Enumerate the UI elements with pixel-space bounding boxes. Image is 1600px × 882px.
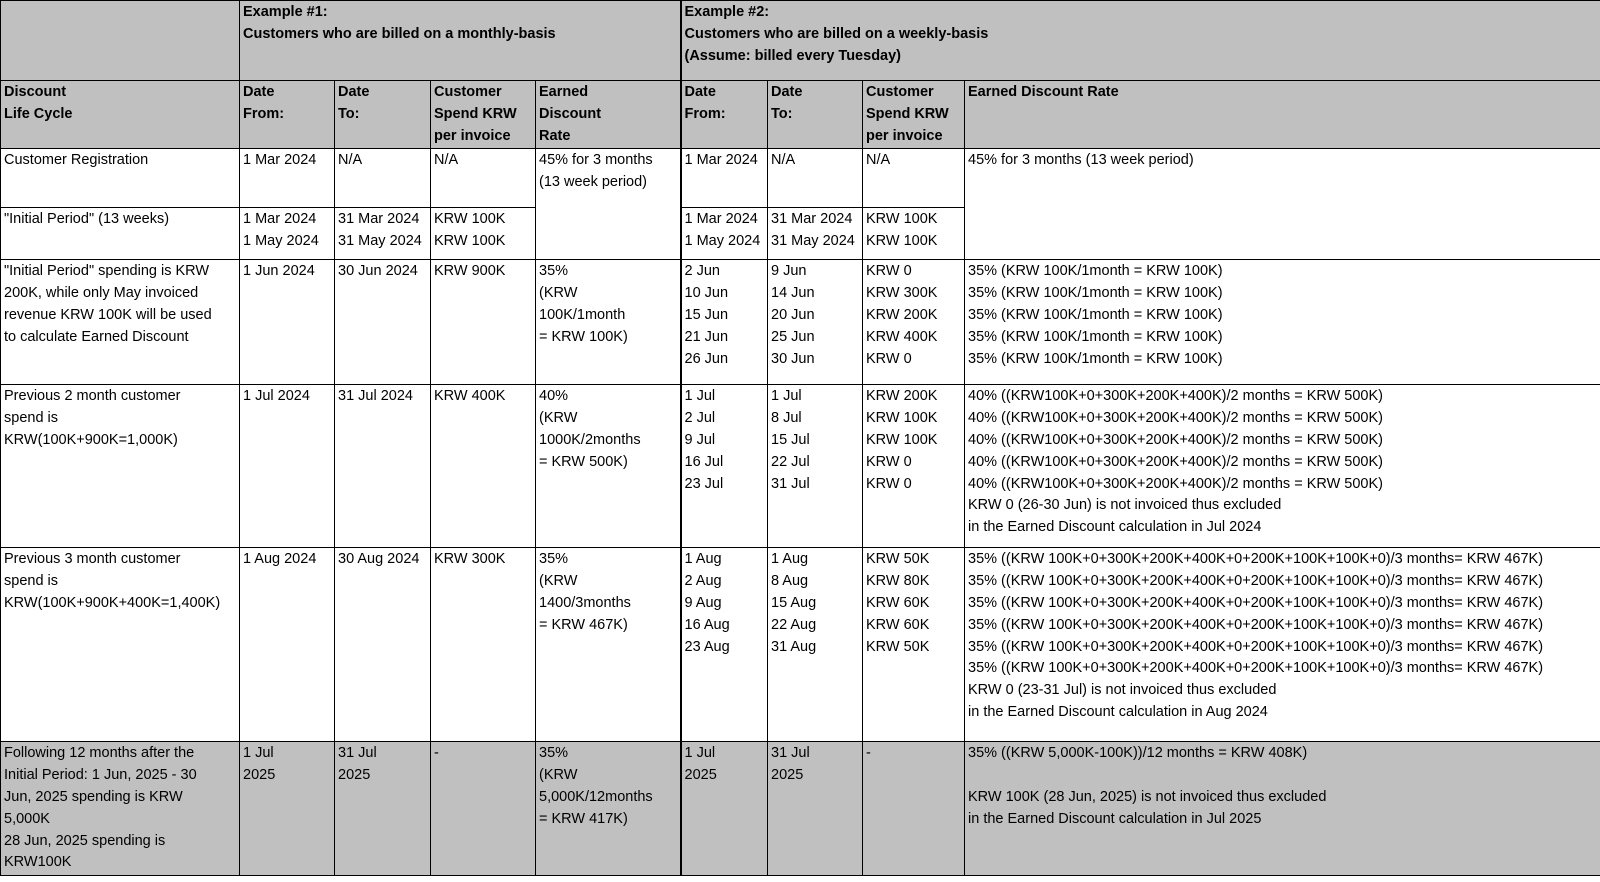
cell [536, 548, 681, 742]
cell-line: 35% ((KRW 100K+0+300K+200K+400K+0+200K+100K+100K+0)/3 months= KRW 467K) [968, 594, 1544, 611]
cell-line: 100K/1month [539, 306, 626, 323]
cell-rate-45-monthly [536, 149, 681, 260]
cell-line: 1 Jun 2024 [243, 263, 315, 280]
cell-line: 8 Aug [771, 573, 809, 590]
cell [431, 208, 536, 260]
cell-line: Customer [434, 84, 502, 100]
cell-line: 31 May 2024 [338, 233, 422, 250]
cell-line: revenue KRW 100K will be used [4, 306, 212, 323]
cell-line: 2 Jul [684, 410, 716, 427]
cell-line: = KRW 417K) [539, 810, 628, 827]
cell-line: - [434, 745, 439, 762]
cell-line: 2025 [338, 767, 371, 784]
cell-line: 15 Jul [771, 431, 810, 448]
cell-line: KRW 0 [866, 475, 912, 492]
cell-line: 31 Jul [771, 745, 810, 762]
cell-line: 40% ((KRW100K+0+300K+200K+400K)/2 months = KRW 500K) [968, 453, 1383, 470]
cell-text: "Initial Period" (13 weeks) [4, 211, 170, 228]
cell [335, 260, 431, 385]
cell-line: 21 Jun [684, 328, 729, 345]
cell-line: KRW 0 [866, 453, 912, 470]
cell-line: KRW 100K [434, 211, 506, 228]
cell-line: in the Earned Discount calculation in Jul 2024 [968, 519, 1262, 536]
cell-line: 1 Jul 2024 [243, 388, 310, 405]
cell [768, 260, 863, 385]
col-ex2-rate [965, 81, 1600, 149]
cell-line: 20 Jun [771, 306, 815, 323]
cell-line: in the Earned Discount calculation in Jul 2025 [968, 810, 1262, 827]
cell [863, 149, 965, 208]
cell-line: KRW100K [4, 854, 72, 871]
cell-line: 1 Jul [684, 745, 716, 762]
cell [431, 548, 536, 742]
cell [240, 742, 335, 876]
cell-line: KRW 80K [866, 573, 930, 590]
cell-line: From: [684, 105, 726, 122]
cell-line: 2025 [771, 767, 804, 784]
cell-line: 40% ((KRW100K+0+300K+200K+400K)/2 months = KRW 500K) [968, 431, 1383, 448]
cell-line: 1 Mar 2024 [243, 152, 317, 169]
col-ex1-date-from [240, 81, 335, 149]
cell-line: 1 Aug [771, 551, 809, 568]
cell-line: N/A [338, 152, 363, 169]
cell-line: KRW 0 (23-31 Jul) is not invoiced thus excluded [968, 682, 1277, 699]
cell-line: 35% ((KRW 100K+0+300K+200K+400K+0+200K+100K+100K+0)/3 months= KRW 467K) [968, 616, 1544, 633]
cell-line: KRW 100K (28 Jun, 2025) is not invoiced thus excluded [968, 788, 1327, 805]
cell [965, 548, 1600, 742]
cell [681, 208, 768, 260]
cell-line: 31 Jul [771, 475, 810, 492]
cell-line: 9 Jun [771, 263, 807, 280]
cell-line: Customers who are billed on a weekly-basis [684, 25, 989, 42]
cell-line: 31 Jul 2024 [338, 388, 413, 405]
cell-line: KRW 50K [866, 551, 930, 568]
cell-text: Customer Registration [4, 152, 149, 169]
cell-line: 15 Aug [771, 594, 817, 611]
cell-line: 15 Jun [684, 306, 729, 323]
cell-line: 35% [539, 263, 569, 280]
cell-line: 1 Mar 2024 [684, 211, 758, 228]
cell-line: 35% (KRW 100K/1month = KRW 100K) [968, 306, 1223, 323]
cell-line: (KRW [539, 410, 578, 427]
cell-line: KRW 400K [434, 388, 506, 405]
cell-line: 2 Jun [684, 263, 720, 280]
cell-line: KRW 100K [866, 233, 938, 250]
cell-line: 26 Jun [684, 350, 729, 367]
row-label-initial [1, 208, 240, 260]
cell [240, 260, 335, 385]
row-label-jul [1, 385, 240, 548]
header-blank-cell [1, 1, 240, 81]
cell-line: Example #2: [684, 4, 770, 20]
col-ex2-spend [863, 81, 965, 149]
cell-line: KRW 50K [866, 638, 930, 655]
cell-line: KRW 60K [866, 594, 930, 611]
cell-line: spend is [4, 573, 59, 590]
cell [681, 149, 768, 208]
cell-line: 2 Aug [684, 573, 722, 590]
col-lifecycle [1, 81, 240, 149]
cell [863, 742, 965, 876]
cell-line: Spend KRW [866, 105, 949, 122]
cell-line [968, 765, 1597, 787]
cell-line: KRW 200K [866, 306, 938, 323]
cell-line: KRW 100K [866, 431, 938, 448]
cell-line: per invoice [434, 127, 511, 144]
example1-header [240, 1, 681, 81]
cell-line: N/A [434, 152, 459, 169]
cell-line: - [866, 745, 871, 762]
cell [240, 385, 335, 548]
cell-line: 35% (KRW 100K/1month = KRW 100K) [968, 350, 1223, 367]
cell-line: KRW 0 [866, 350, 912, 367]
cell-line: 31 Mar 2024 [771, 211, 853, 228]
cell-line: KRW 400K [866, 328, 938, 345]
cell-line: Previous 2 month customer [4, 388, 181, 405]
row-label-jun [1, 260, 240, 385]
cell [335, 385, 431, 548]
cell-line: 45% for 3 months [539, 152, 653, 169]
cell-line: 14 Jun [771, 285, 815, 302]
cell [335, 742, 431, 876]
cell [681, 548, 768, 742]
cell-line: KRW(100K+900K+400K=1,400K) [4, 594, 221, 611]
cell-line: Jun, 2025 spending is KRW [4, 788, 183, 805]
cell-line: 22 Aug [771, 616, 817, 633]
cell-line: Rate [539, 127, 571, 144]
cell-line: Customers who are billed on a monthly-basis [243, 25, 556, 42]
cell-line: 31 May 2024 [771, 233, 855, 250]
cell-line: 22 Jul [771, 453, 810, 470]
cell-line: 35% ((KRW 5,000K-100K))/12 months = KRW 408K) [968, 745, 1308, 762]
cell-line: KRW 300K [434, 551, 506, 568]
cell-line: to calculate Earned Discount [4, 328, 189, 345]
cell [536, 742, 681, 876]
cell [768, 385, 863, 548]
cell-line: Date [338, 84, 370, 100]
cell-line: 40% [539, 388, 569, 405]
cell-line: 1 Mar 2024 [684, 152, 758, 169]
col-ex2-date-from [681, 81, 768, 149]
cell-line: 35% ((KRW 100K+0+300K+200K+400K+0+200K+100K+100K+0)/3 months= KRW 467K) [968, 638, 1544, 655]
cell-line: "Initial Period" spending is KRW [4, 263, 210, 280]
cell-line: 1 Aug [684, 551, 722, 568]
cell-line: 35% [539, 551, 569, 568]
cell-line: N/A [866, 152, 891, 169]
cell-line: Previous 3 month customer [4, 551, 181, 568]
cell-line: 35% [539, 745, 569, 762]
cell-line: Customer [866, 84, 934, 100]
cell [863, 385, 965, 548]
cell-line: To: [338, 105, 360, 122]
row-label-following [1, 742, 240, 876]
cell-line: 9 Jul [684, 431, 716, 448]
cell-line: N/A [771, 152, 796, 169]
cell-line: KRW 900K [434, 263, 506, 280]
cell-line: (13 week period) [539, 174, 647, 191]
cell [681, 385, 768, 548]
cell [768, 548, 863, 742]
cell [863, 208, 965, 260]
cell-line: Spend KRW [434, 105, 517, 122]
table-row [1, 548, 1600, 742]
cell-line: Date [771, 84, 803, 100]
cell-line: 30 Aug 2024 [338, 551, 420, 568]
cell-line: 40% ((KRW100K+0+300K+200K+400K)/2 months = KRW 500K) [968, 410, 1383, 427]
cell-line: 23 Aug [684, 638, 730, 655]
col-ex2-date-to [768, 81, 863, 149]
cell [681, 260, 768, 385]
example-header-row [1, 1, 1600, 81]
cell-line: 30 Jun [771, 350, 815, 367]
cell-line: = KRW 100K) [539, 328, 628, 345]
cell-line: KRW 200K [866, 388, 938, 405]
cell-line: 5,000K/12months [539, 788, 653, 805]
cell-line: Date [243, 84, 275, 100]
cell-line: = KRW 500K) [539, 453, 628, 470]
table-row [1, 149, 1600, 208]
cell-line: 2025 [243, 767, 276, 784]
cell-line: 1 Mar 2024 [243, 211, 317, 228]
cell-line: KRW 60K [866, 616, 930, 633]
cell-line: (KRW [539, 767, 578, 784]
cell-line: 30 Jun 2024 [338, 263, 418, 280]
table-row [1, 742, 1600, 876]
row-label-registration [1, 149, 240, 208]
cell-line: From: [243, 105, 285, 122]
cell-line: 45% for 3 months (13 week period) [968, 152, 1194, 169]
cell [965, 742, 1600, 876]
cell-line: (Assume: billed every Tuesday) [684, 47, 902, 64]
cell-rate-45-weekly [965, 149, 1600, 260]
cell-line: KRW 300K [866, 285, 938, 302]
example2-header [681, 1, 1600, 81]
cell-line: = KRW 467K) [539, 616, 628, 633]
cell-line: 1 May 2024 [243, 233, 319, 250]
cell [536, 260, 681, 385]
cell [240, 149, 335, 208]
cell [335, 548, 431, 742]
cell-line: KRW 0 (26-30 Jun) is not invoiced thus excluded [968, 497, 1282, 514]
col-ex1-rate [536, 81, 681, 149]
cell-line: Earned Discount Rate [968, 84, 1119, 100]
cell-line: KRW 100K [866, 211, 938, 228]
cell-line: 2025 [684, 767, 717, 784]
cell-line: 35% (KRW 100K/1month = KRW 100K) [968, 285, 1223, 302]
cell-line: Following 12 months after the [4, 745, 195, 762]
table-row [1, 385, 1600, 548]
cell-line: 1 Jul [771, 388, 802, 405]
cell-line: 28 Jun, 2025 spending is [4, 832, 166, 849]
cell-line: 35% ((KRW 100K+0+300K+200K+400K+0+200K+100K+100K+0)/3 months= KRW 467K) [968, 551, 1544, 568]
cell-line: 1 Jul [684, 388, 716, 405]
cell [431, 149, 536, 208]
col-ex1-date-to [335, 81, 431, 149]
cell-line: 25 Jun [771, 328, 815, 345]
cell-line: 35% (KRW 100K/1month = KRW 100K) [968, 328, 1223, 345]
cell-line: 31 Aug [771, 638, 817, 655]
cell-line: 9 Aug [684, 594, 722, 611]
col-ex1-spend [431, 81, 536, 149]
cell-line: 40% ((KRW100K+0+300K+200K+400K)/2 months = KRW 500K) [968, 475, 1383, 492]
cell [536, 385, 681, 548]
cell [240, 548, 335, 742]
cell [965, 385, 1600, 548]
cell-line: spend is [4, 410, 59, 427]
cell-line: KRW(100K+900K=1,000K) [4, 431, 178, 448]
cell-line: 23 Jul [684, 475, 724, 492]
table-row [1, 260, 1600, 385]
cell [431, 260, 536, 385]
cell-line: KRW 0 [866, 263, 912, 280]
cell [240, 208, 335, 260]
cell [431, 742, 536, 876]
cell-line: 16 Aug [684, 616, 730, 633]
cell-line: 31 Jul [338, 745, 377, 762]
cell-line: 200K, while only May invoiced [4, 285, 199, 302]
cell-line: (KRW [539, 573, 578, 590]
cell-line: Date [684, 84, 716, 100]
row-label-aug [1, 548, 240, 742]
cell-line: Example #1: [243, 4, 328, 20]
cell-line: 1 Aug 2024 [243, 551, 317, 568]
cell [768, 149, 863, 208]
cell [768, 742, 863, 876]
cell-line: KRW 100K [866, 410, 938, 427]
cell-line: Earned [539, 84, 589, 100]
column-header-row [1, 81, 1600, 149]
cell-line: 1 Jul [243, 745, 274, 762]
cell-line: 35% ((KRW 100K+0+300K+200K+400K+0+200K+100K+100K+0)/3 months= KRW 467K) [968, 660, 1544, 677]
cell-line: Initial Period: 1 Jun, 2025 - 30 [4, 767, 197, 784]
cell [768, 208, 863, 260]
cell-line: per invoice [866, 127, 943, 144]
cell [431, 385, 536, 548]
cell-line: 16 Jul [684, 453, 724, 470]
cell-line: 35% ((KRW 100K+0+300K+200K+400K+0+200K+100K+100K+0)/3 months= KRW 467K) [968, 573, 1544, 590]
cell-line: 40% ((KRW100K+0+300K+200K+400K)/2 months = KRW 500K) [968, 388, 1383, 405]
cell-line: in the Earned Discount calculation in Aug 2024 [968, 703, 1268, 720]
cell [335, 208, 431, 260]
cell-line: 1000K/2months [539, 431, 641, 448]
cell-line: 1 May 2024 [684, 233, 761, 250]
cell [681, 742, 768, 876]
cell-line: 10 Jun [684, 285, 729, 302]
cell-line: Life Cycle [4, 105, 73, 122]
cell [863, 260, 965, 385]
cell-line: Discount [4, 84, 67, 100]
cell-line: KRW 100K [434, 233, 506, 250]
cell-line: 35% (KRW 100K/1month = KRW 100K) [968, 263, 1223, 280]
cell [965, 260, 1600, 385]
cell-line: 1400/3months [539, 594, 631, 611]
cell [335, 149, 431, 208]
cell-line: 5,000K [4, 810, 50, 827]
cell-line: 31 Mar 2024 [338, 211, 420, 228]
cell [863, 548, 965, 742]
cell-line: To: [771, 105, 793, 122]
cell-line: (KRW [539, 285, 578, 302]
cell-line: 8 Jul [771, 410, 802, 427]
cell-line: Discount [539, 105, 602, 122]
